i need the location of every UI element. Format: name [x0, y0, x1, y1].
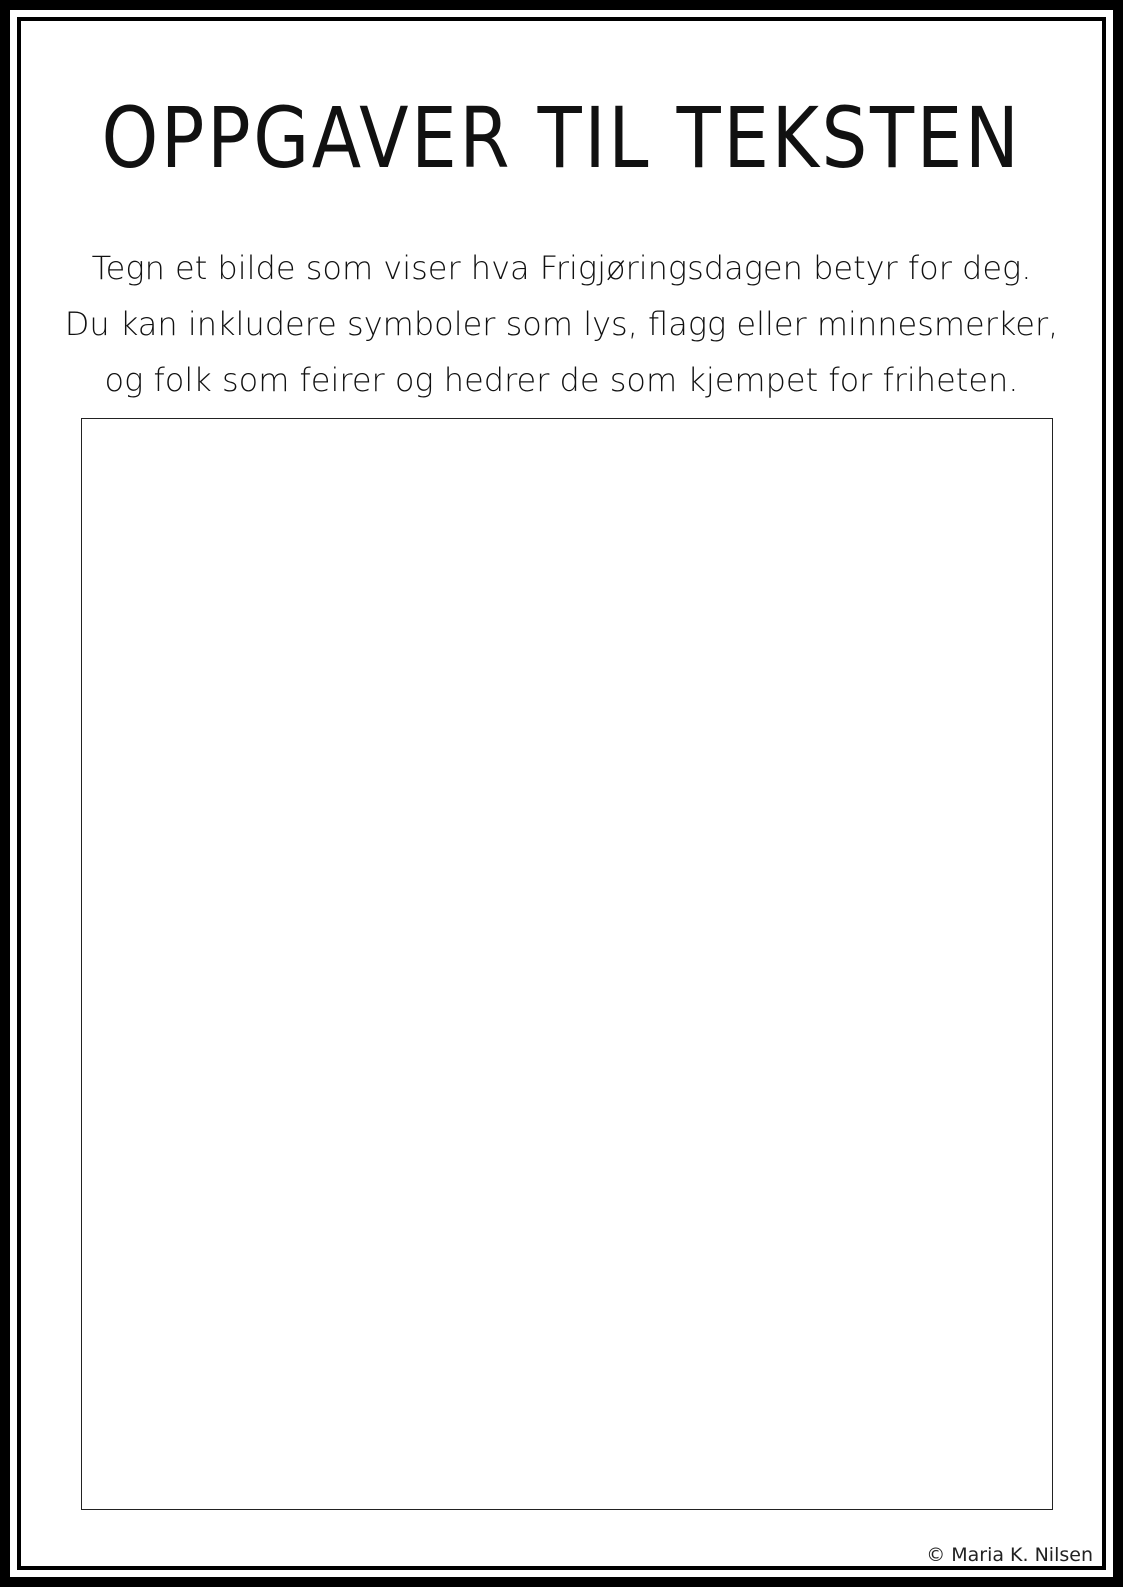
- drawing-area[interactable]: [81, 418, 1053, 1510]
- instructions-text: [40, 240, 1083, 408]
- page-title: OPPGAVER TIL TEKSTEN: [101, 89, 1022, 187]
- instruction-line: og folk som feirer og hedrer de som kjempet for friheten.: [104, 361, 1019, 399]
- copyright-notice: © Maria K. Nilsen: [926, 1544, 1093, 1566]
- instruction-line: Tegn et bilde som viser hva Frigjøringsdagen betyr for deg.: [91, 249, 1032, 287]
- instruction-line: Du kan inkludere symboler som lys, flagg eller minnesmerker,: [64, 305, 1059, 343]
